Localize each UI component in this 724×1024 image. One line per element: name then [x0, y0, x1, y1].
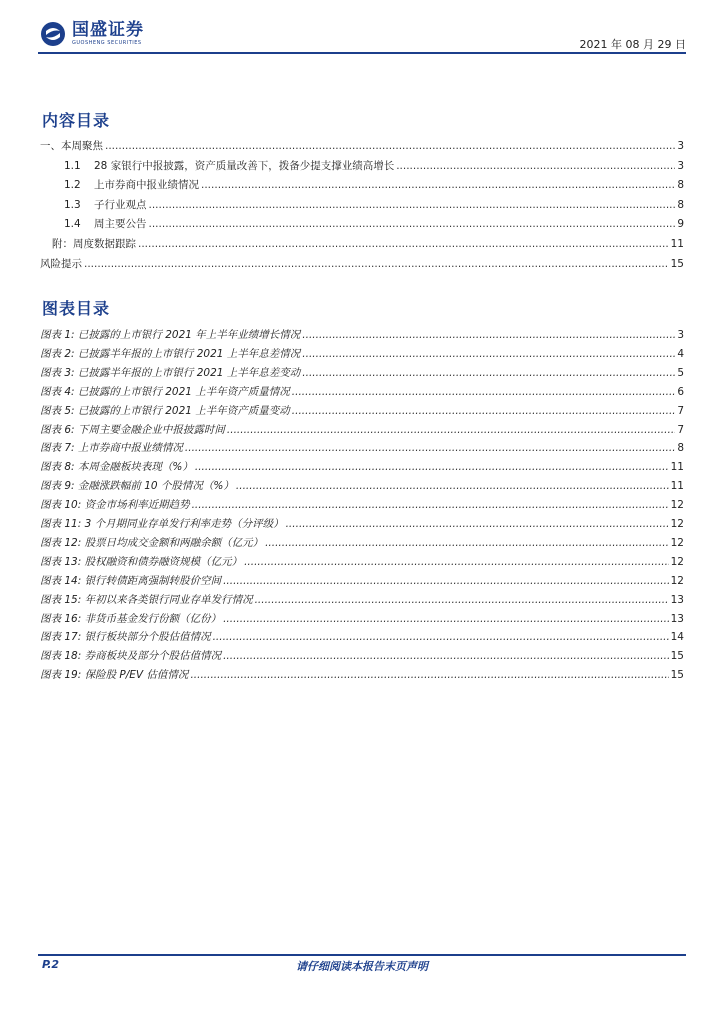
dot-leader	[201, 179, 675, 191]
toc-title: 风险提示	[40, 257, 82, 270]
dot-leader	[236, 480, 669, 492]
toc-page-number: 12	[670, 499, 684, 512]
toc-title: 图表 6: 下周主要金融企业中报披露时间	[40, 423, 225, 436]
dot-leader	[192, 499, 669, 511]
dot-leader	[255, 594, 669, 606]
toc-label	[40, 346, 300, 361]
toc-page-number: 7	[677, 404, 684, 417]
footer-divider	[38, 954, 686, 956]
contents-entry[interactable]	[40, 138, 684, 156]
figure-entry[interactable]	[40, 440, 684, 458]
toc-label	[40, 648, 221, 663]
toc-page-number: 11	[670, 480, 684, 493]
dot-leader	[149, 199, 676, 211]
dot-leader	[286, 518, 669, 530]
toc-title: 图表 2: 已披露半年报的上市银行 2021 上半年息差情况	[40, 347, 301, 360]
contents-entry[interactable]	[40, 236, 684, 254]
contents-title: 内容目录	[42, 111, 111, 130]
dot-leader	[190, 669, 668, 681]
contents-entry[interactable]	[40, 197, 684, 215]
toc-page-number: 8	[677, 442, 684, 455]
contents-entry[interactable]	[40, 177, 684, 195]
toc-title: 子行业观点	[94, 198, 147, 211]
dot-leader	[84, 258, 669, 270]
toc-section-number: 1.4	[64, 218, 81, 231]
toc-label	[40, 573, 221, 588]
toc-section-number: 1.3	[64, 198, 81, 211]
figure-entry[interactable]	[40, 554, 684, 572]
dot-leader	[105, 140, 675, 152]
toc-page-number: 8	[677, 198, 684, 211]
toc-label	[40, 365, 300, 380]
toc-title: 图表 14: 银行转债距离强制转股价空间	[40, 574, 222, 587]
page-number: P.2	[42, 958, 60, 971]
toc-page-number: 3	[677, 159, 684, 172]
toc-page-number: 3	[677, 140, 684, 152]
dot-leader	[138, 238, 669, 250]
toc-title: 图表 3: 已披露半年报的上市银行 2021 上半年息差变动	[40, 366, 301, 379]
dot-leader	[223, 613, 669, 625]
toc-page-number: 8	[677, 179, 684, 192]
figure-entry[interactable]	[40, 573, 684, 591]
toc-title: 上市券商中报业绩情况	[94, 179, 199, 192]
company-logo	[40, 21, 144, 47]
toc-label	[40, 497, 190, 512]
toc-label	[40, 327, 300, 342]
company-sub: GUOSHENG SECURITIES	[72, 40, 142, 46]
toc-page-number: 4	[677, 347, 684, 360]
toc-page-number: 11	[670, 238, 684, 250]
toc-title: 图表 12: 股票日均成交金额和两融余额（亿元）	[40, 536, 264, 549]
dot-leader	[149, 218, 676, 230]
company-name: 国盛证券	[72, 20, 144, 40]
dot-leader	[302, 329, 675, 341]
toc-label	[40, 403, 290, 418]
toc-title: 图表 10: 资金市场利率近期趋势	[40, 499, 190, 512]
toc-page-number: 15	[670, 669, 684, 682]
toc-label	[40, 459, 193, 474]
figure-entry[interactable]	[40, 497, 684, 515]
toc-label	[40, 384, 290, 399]
toc-page-number: 12	[670, 518, 684, 530]
toc-page-number: 12	[670, 574, 684, 587]
figure-entry[interactable]	[40, 516, 684, 534]
logo-icon	[40, 21, 66, 47]
toc-page-number: 15	[670, 650, 684, 663]
toc-label	[52, 236, 136, 251]
toc-label	[40, 667, 188, 682]
toc-label	[40, 516, 284, 531]
toc-title: 图表 19: 保险股 P/EV 估值情况	[40, 669, 189, 682]
toc-label	[40, 611, 221, 626]
toc-title: 图表 18: 券商板块及部分个股估值情况	[40, 650, 222, 663]
figure-entry[interactable]	[40, 384, 684, 402]
figure-entry[interactable]	[40, 667, 684, 685]
header-divider	[38, 52, 686, 54]
dot-leader	[292, 405, 676, 417]
toc-page-number: 14	[670, 631, 684, 644]
figures-title: 图表目录	[42, 299, 111, 318]
dot-leader	[302, 348, 675, 360]
figure-entry[interactable]	[40, 592, 684, 610]
toc-page-number: 13	[670, 612, 684, 625]
toc-page-number: 7	[677, 423, 684, 436]
toc-page-number: 11	[670, 461, 684, 474]
toc-label	[40, 592, 253, 607]
toc-label	[40, 256, 82, 271]
figure-entry[interactable]	[40, 535, 684, 553]
dot-leader	[302, 367, 675, 379]
toc-label	[64, 177, 199, 192]
toc-label	[40, 554, 242, 569]
toc-label	[40, 535, 263, 550]
dot-leader	[185, 442, 675, 454]
toc-page-number: 5	[677, 366, 684, 379]
contents-entry[interactable]	[40, 216, 684, 234]
dot-leader	[244, 556, 669, 568]
toc-title: 图表 4: 已披露的上市银行 2021 上半年资产质量情况	[40, 385, 290, 398]
figure-entry[interactable]	[40, 346, 684, 364]
figure-entry[interactable]	[40, 459, 684, 477]
figure-entry[interactable]	[40, 403, 684, 421]
dot-leader	[265, 537, 669, 549]
toc-title: 周主要公告	[94, 218, 147, 231]
page-header	[38, 18, 686, 52]
toc-label	[40, 629, 211, 644]
toc-title: 图表 5: 已披露的上市银行 2021 上半年资产质量变动	[40, 404, 290, 417]
dot-leader	[396, 160, 675, 172]
toc-title: 图表 15: 年初以来各类银行同业存单发行情况	[40, 593, 253, 606]
contents-entry[interactable]	[40, 256, 684, 274]
toc-page-number: 9	[677, 218, 684, 231]
toc-title: 图表 1: 已披露的上市银行 2021 年上半年业绩增长情况	[40, 329, 301, 341]
figure-entry[interactable]	[40, 478, 684, 496]
report-date: 2021 年 08 月 29 日	[579, 38, 686, 51]
toc-title: 图表 8: 本周金融板块表现（%）	[40, 461, 193, 474]
toc-page-number: 12	[670, 555, 684, 568]
toc-page-number: 6	[677, 385, 684, 398]
contents-entry[interactable]	[40, 158, 684, 176]
toc-title: 图表 17: 银行板块部分个股估值情况	[40, 631, 211, 644]
dot-leader	[227, 424, 675, 436]
toc-label	[40, 478, 234, 493]
toc-label	[64, 216, 147, 231]
dot-leader	[195, 461, 669, 473]
toc-section-number: 1.1	[64, 159, 81, 172]
toc-label	[40, 422, 225, 437]
toc-page-number: 13	[670, 593, 684, 606]
toc-title: 附：周度数据跟踪	[52, 238, 136, 250]
figure-entry[interactable]	[40, 327, 684, 345]
toc-label	[40, 138, 103, 153]
figure-entry[interactable]	[40, 365, 684, 383]
dot-leader	[213, 631, 669, 643]
toc-title: 图表 7: 上市券商中报业绩情况	[40, 442, 183, 455]
dot-leader	[223, 575, 669, 587]
figure-entry[interactable]	[40, 611, 684, 629]
toc-title: 一、本周聚焦	[40, 140, 103, 152]
toc-label	[40, 440, 183, 455]
dot-leader	[223, 650, 669, 662]
toc-label	[64, 197, 147, 212]
dot-leader	[292, 386, 676, 398]
figure-entry[interactable]	[40, 629, 684, 647]
figure-entry[interactable]	[40, 648, 684, 666]
footer-disclaimer: 请仔细阅读本报告末页声明	[296, 960, 428, 973]
toc-title: 28 家银行中报披露，资产质量改善下，拨备少提支撑业绩高增长	[94, 159, 395, 172]
toc-section-number: 1.2	[64, 179, 81, 192]
toc-page-number: 12	[670, 536, 684, 549]
toc-page-number: 3	[677, 329, 684, 341]
toc-title: 图表 13: 股权融资和债券融资规模（亿元）	[40, 555, 243, 568]
toc-label	[64, 158, 394, 173]
toc-title: 图表 9: 金融涨跌幅前 10 个股情况（%）	[40, 480, 234, 493]
figure-entry[interactable]	[40, 422, 684, 440]
toc-page-number: 15	[670, 257, 684, 270]
toc-title: 图表 16: 非货币基金发行份额（亿份）	[40, 612, 222, 625]
toc-title: 图表 11: 3 个月期同业存单发行利率走势（分评级）	[40, 518, 284, 530]
